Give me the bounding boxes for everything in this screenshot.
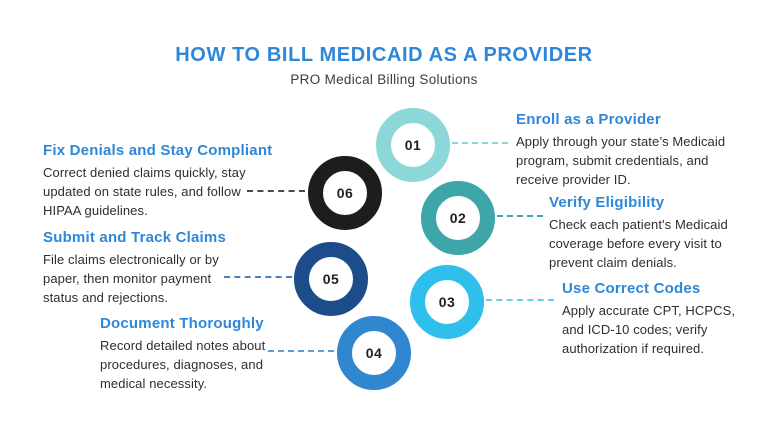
step-number: 06 (336, 185, 354, 201)
step-number: 02 (449, 210, 467, 226)
step-number: 01 (404, 137, 422, 153)
step-body: Apply accurate CPT, HCPCS, and ICD-10 codes; verify authorization if required. (562, 303, 736, 356)
step-text-03 (562, 280, 754, 358)
step-body: Correct denied claims quickly, stay updated on state rules, and follow HIPAA guidelines. (43, 165, 246, 218)
step-heading: Document Thoroughly (100, 315, 264, 332)
step-heading: Fix Denials and Stay Compliant (43, 142, 273, 159)
connector-line-03 (486, 299, 554, 301)
step-number: 05 (322, 271, 340, 287)
step-body: File claims electronically or by paper, then monitor payment status and rejections. (43, 252, 219, 305)
step-body: Check each patient's Medicaid coverage before every visit to prevent claim denials. (549, 217, 728, 270)
step-body: Apply through your state’s Medicaid program, submit credentials, and receive provider ID. (516, 134, 726, 187)
step-circle-03 (410, 265, 484, 339)
step-heading: Enroll as a Provider (516, 111, 661, 128)
connector-line-02 (497, 215, 543, 217)
step-circle-04 (337, 316, 411, 390)
step-heading: Use Correct Codes (562, 280, 701, 297)
step-circle-02 (421, 181, 495, 255)
connector-line-01 (452, 142, 508, 144)
step-body: Record detailed notes about procedures, diagnoses, and medical necessity. (100, 338, 266, 391)
step-text-06 (43, 142, 273, 220)
step-text-01 (516, 111, 734, 189)
step-number: 04 (365, 345, 383, 361)
step-text-02 (549, 194, 749, 272)
step-text-05 (43, 229, 248, 307)
step-circle-05 (294, 242, 368, 316)
step-heading: Submit and Track Claims (43, 229, 226, 246)
step-circle-01 (376, 108, 450, 182)
page-title: HOW TO BILL MEDICAID AS A PROVIDER (175, 44, 593, 66)
step-number: 03 (438, 294, 456, 310)
step-text-04 (100, 315, 285, 393)
step-circle-06 (308, 156, 382, 230)
page-subtitle: PRO Medical Billing Solutions (290, 72, 478, 87)
step-heading: Verify Eligibility (549, 194, 665, 211)
